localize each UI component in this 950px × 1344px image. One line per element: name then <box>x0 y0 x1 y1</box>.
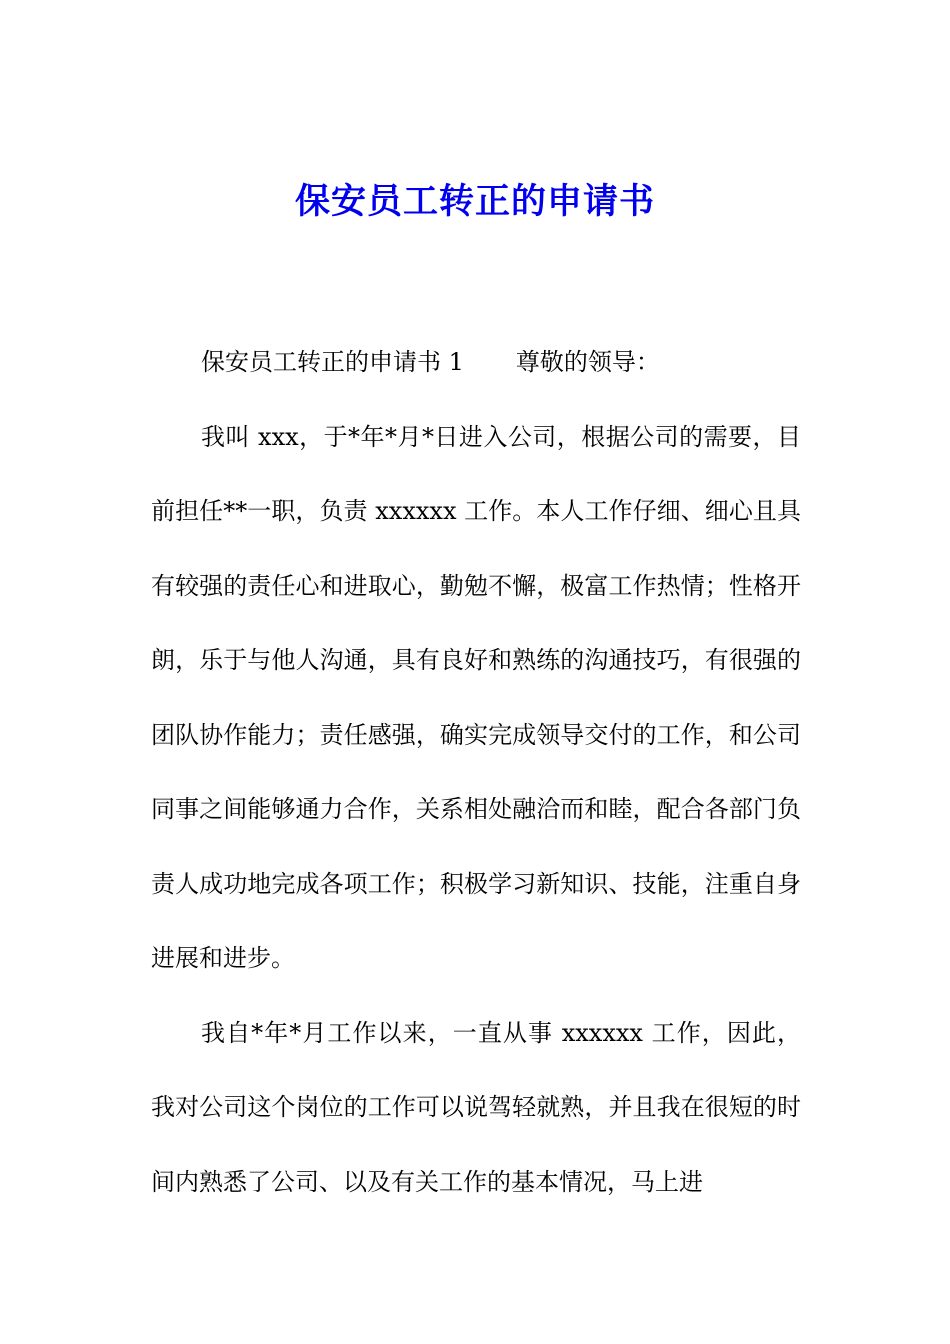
document-title: 保安员工转正的申请书 <box>294 181 655 222</box>
salutation: 尊敬的领导： <box>515 348 660 376</box>
heading-line <box>151 325 801 400</box>
document-body <box>151 325 801 1219</box>
heading-label: 保安员工转正的申请书 1 <box>201 348 464 376</box>
paragraph-1: 我叫 xxx，于*年*月*日进入公司，根据公司的需要，目前担任**一职，负责 xxxxxx 工作。本人工作仔细、细心且具有较强的责任心和进取心，勤勉不懈，极富工作热情；性格开朗，乐于与他人沟通，具有良好和熟练的沟通技巧，有很强的团队协作能力；责任感强，确实完成领导交付的工作，和公司同事之间能够通力合作，关系相处融洽而和睦，配合各部门负责人成功地完成各项工作；积极学习新知识、技能，注重自身进展和进步。 <box>151 422 801 972</box>
paragraph-2: 我自*年*月工作以来，一直从事 xxxxxx 工作，因此，我对公司这个岗位的工作可以说驾轻就熟，并且我在很短的时间内熟悉了公司、以及有关工作的基本情况，马上进 <box>151 1018 801 1196</box>
